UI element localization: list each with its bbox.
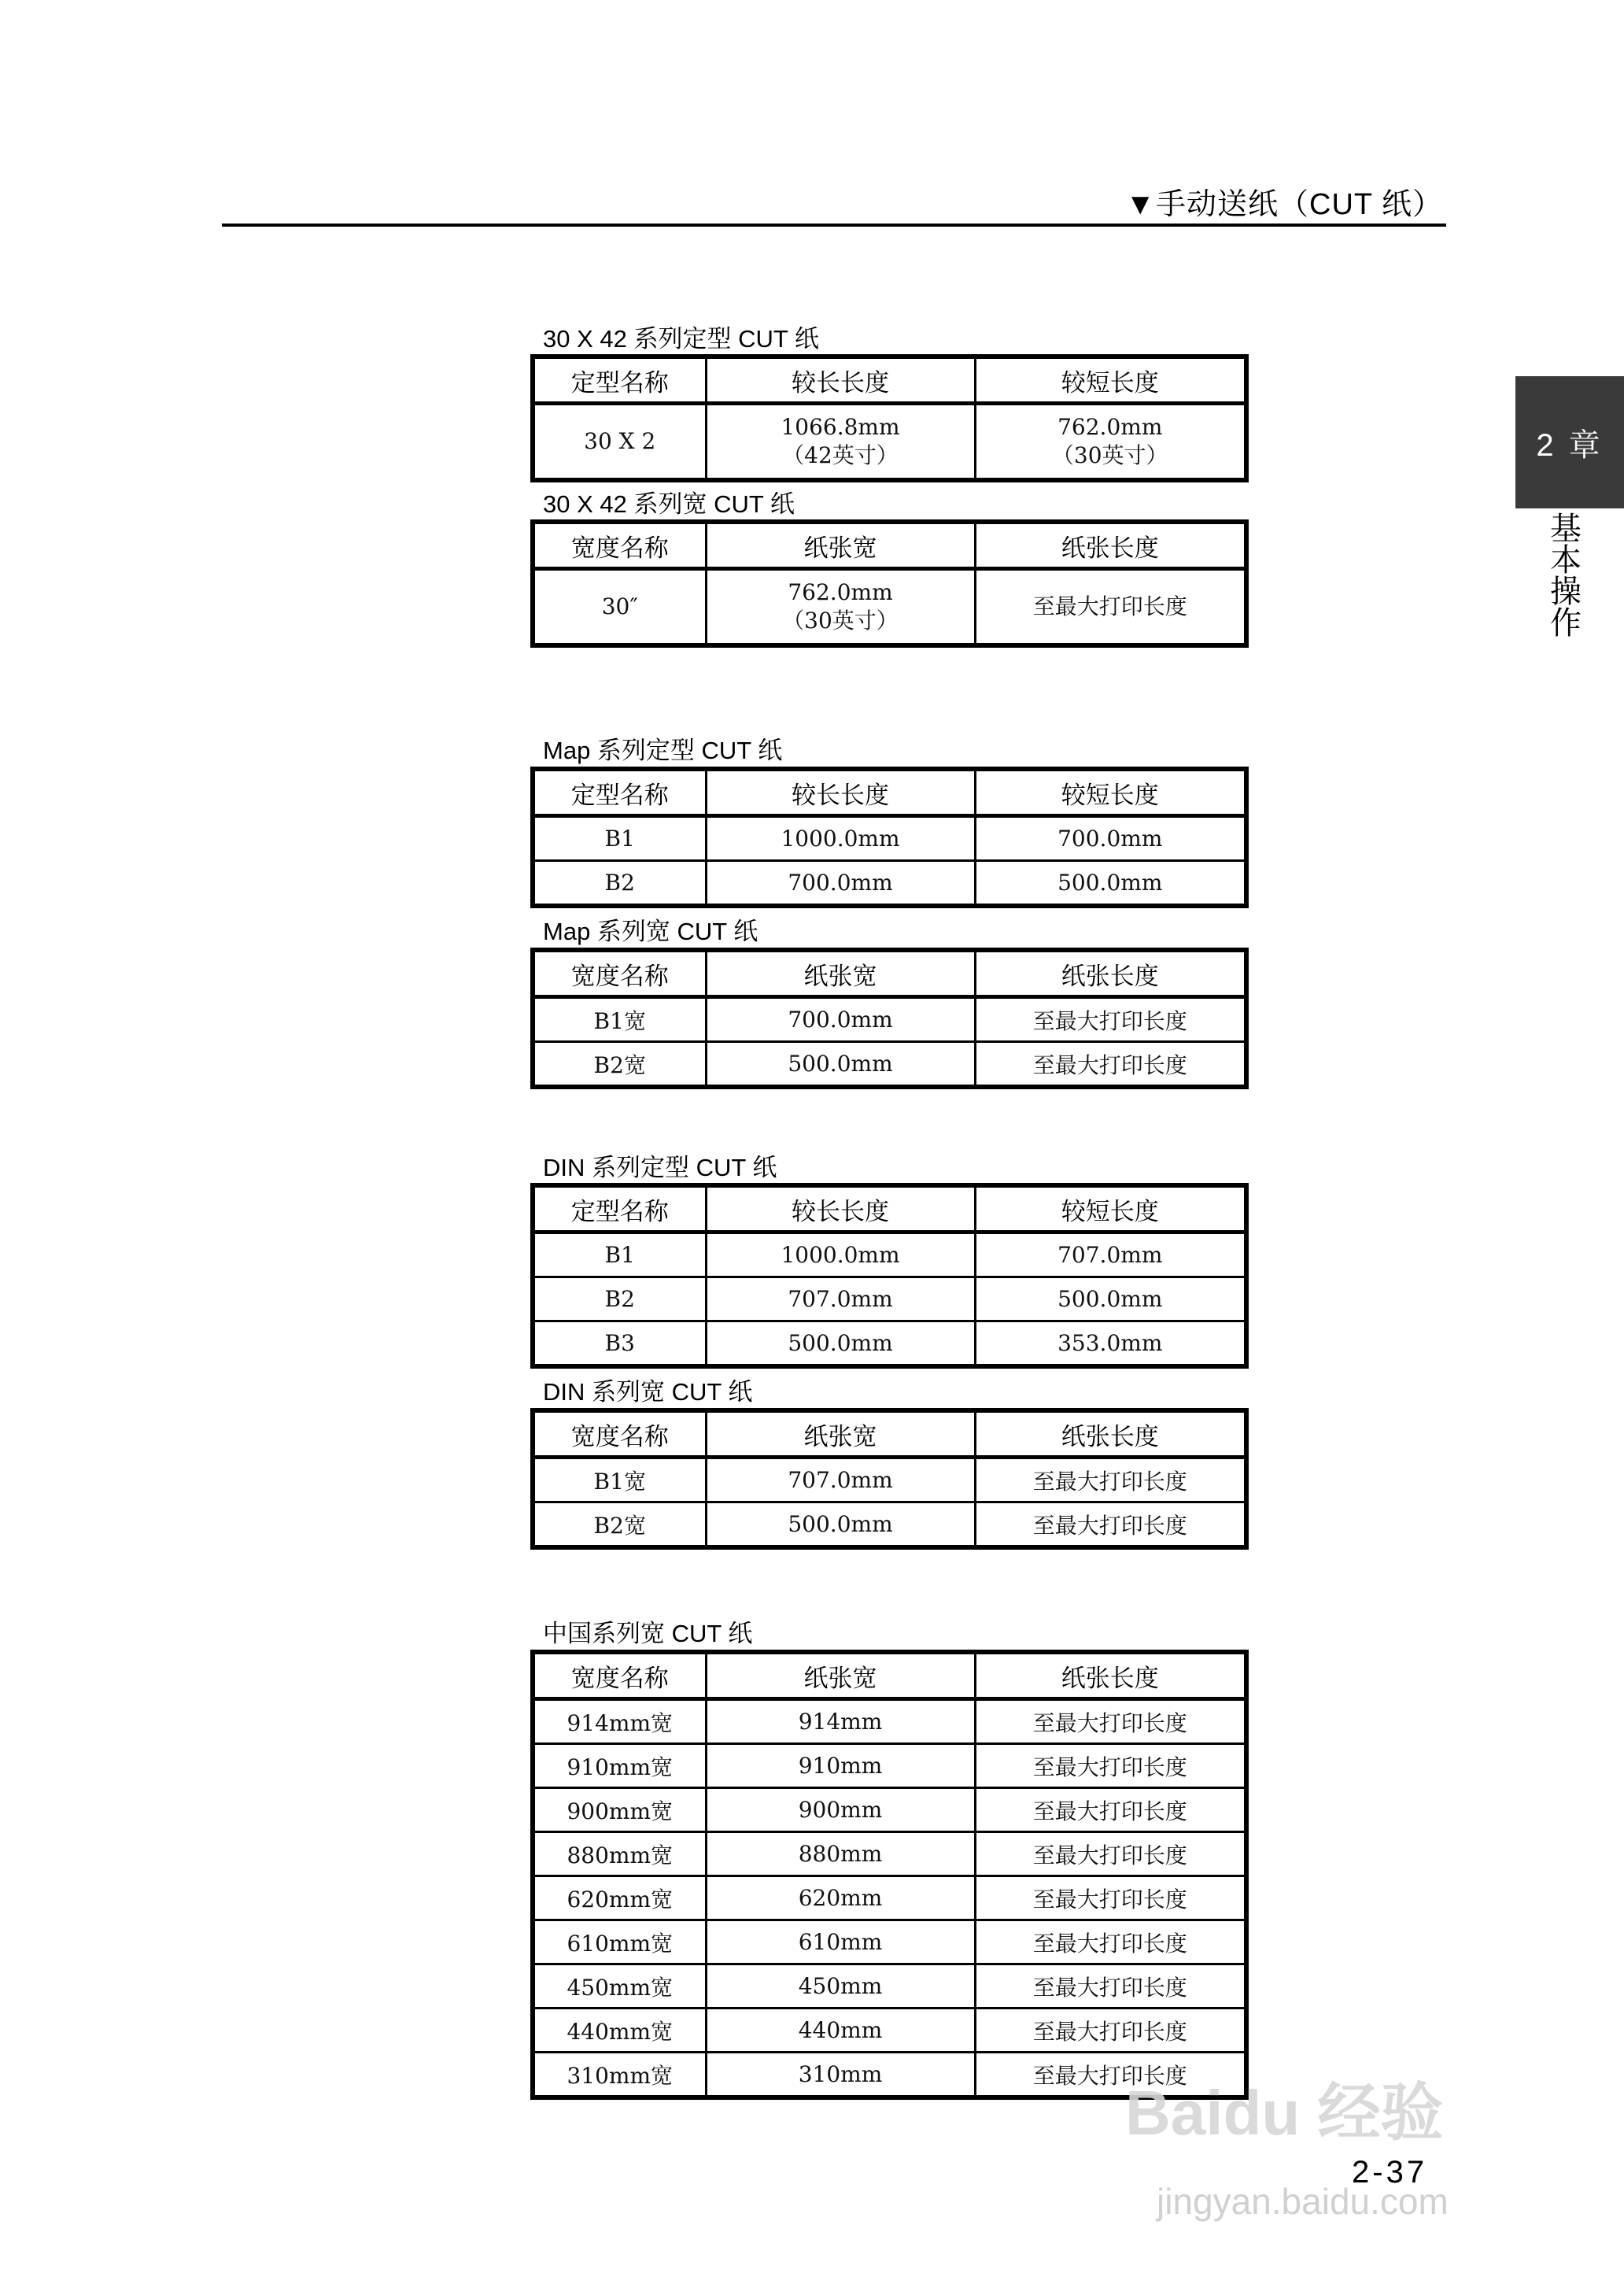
section-header-title: ▼手动送纸（CUT 纸） [1125, 188, 1443, 221]
table-row [533, 1277, 1246, 1321]
cell-line: （30英寸） [1051, 442, 1168, 468]
table-cell: 440mm宽 [533, 2009, 706, 2053]
table-cell: 30″ [533, 569, 706, 646]
column-header: 纸张宽 [706, 522, 975, 569]
table-cell: 620mm [706, 1876, 975, 1920]
table-cell: 至最大打印长度 [975, 1458, 1246, 1502]
table-cell [975, 404, 1246, 481]
table-cell: 310mm宽 [533, 2053, 706, 2098]
column-header: 宽度名称 [533, 1652, 706, 1699]
table-caption: 30 X 42 系列定型 CUT 纸 [543, 325, 819, 353]
spec-table-din-wide [530, 1408, 1249, 1550]
table-row [533, 1042, 1246, 1088]
watermark-url: jingyan.baidu.com [1157, 2181, 1449, 2222]
column-header: 定型名称 [533, 769, 706, 816]
table-cell: 30 X 2 [533, 404, 706, 481]
table-cell: 440mm [706, 2009, 975, 2053]
table-row [533, 1699, 1246, 1744]
table-caption: DIN 系列宽 CUT 纸 [543, 1378, 753, 1406]
column-header: 纸张长度 [975, 1652, 1246, 1699]
table-row [533, 1832, 1246, 1876]
table-cell [706, 404, 975, 481]
table-cell: 914mm [706, 1699, 975, 1744]
table-row [533, 997, 1246, 1042]
column-header: 纸张长度 [975, 950, 1246, 997]
table-cell: 1000.0mm [706, 816, 975, 861]
table-cell: B2 [533, 861, 706, 907]
table-cell: 910mm [706, 1744, 975, 1788]
table-cell: 至最大打印长度 [975, 1832, 1246, 1876]
column-header: 纸张长度 [975, 1410, 1246, 1458]
column-header: 纸张宽 [706, 950, 975, 997]
table-row [533, 1964, 1246, 2009]
table-row [533, 1502, 1246, 1548]
table-cell: 707.0mm [706, 1277, 975, 1321]
table-caption: Map 系列定型 CUT 纸 [543, 737, 783, 764]
column-header: 定型名称 [533, 357, 706, 404]
table-cell: 至最大打印长度 [975, 1042, 1246, 1088]
table-cell: 500.0mm [975, 861, 1246, 907]
table-cell: 700.0mm [706, 861, 975, 907]
column-header: 宽度名称 [533, 1410, 706, 1458]
cell-line: （42英寸） [782, 442, 899, 468]
table-row [533, 1458, 1246, 1502]
column-header: 纸张长度 [975, 522, 1246, 569]
baidu-watermark: Baidu 经验 [1125, 2078, 1444, 2148]
table-cell: 700.0mm [975, 816, 1246, 861]
table-cell: B2 [533, 1277, 706, 1321]
spec-table-30x42-wide [530, 519, 1249, 648]
table-cell: B1 [533, 816, 706, 861]
table-cell: 707.0mm [706, 1458, 975, 1502]
table-cell: 450mm [706, 1964, 975, 2009]
column-header: 较长长度 [706, 769, 975, 816]
spec-table-map-fixed [530, 767, 1249, 908]
column-header: 宽度名称 [533, 522, 706, 569]
table-caption: DIN 系列定型 CUT 纸 [543, 1154, 777, 1181]
table-cell: 至最大打印长度 [975, 1744, 1246, 1788]
column-header: 纸张宽 [706, 1410, 975, 1458]
spec-table-china-wide [530, 1650, 1249, 2100]
table-cell: 500.0mm [975, 1277, 1246, 1321]
cell-line: 762.0mm [1057, 414, 1163, 440]
table-cell: 610mm [706, 1920, 975, 1964]
table-cell: 1000.0mm [706, 1232, 975, 1277]
column-header: 较长长度 [706, 1185, 975, 1232]
table-cell: 900mm宽 [533, 1788, 706, 1832]
column-header: 较短长度 [975, 357, 1246, 404]
table-cell: 至最大打印长度 [975, 569, 1246, 646]
table-row [533, 1232, 1246, 1277]
spec-table-map-wide [530, 948, 1249, 1089]
table-cell: 910mm宽 [533, 1744, 706, 1788]
table-row [533, 404, 1246, 481]
table-cell: 500.0mm [706, 1321, 975, 1367]
table-row [533, 816, 1246, 861]
table-cell: 353.0mm [975, 1321, 1246, 1367]
table-row [533, 569, 1246, 646]
cell-line: （30英寸） [782, 608, 899, 634]
table-cell: 900mm [706, 1788, 975, 1832]
table-cell: 至最大打印长度 [975, 1876, 1246, 1920]
column-header: 较短长度 [975, 1185, 1246, 1232]
table-caption: 中国系列宽 CUT 纸 [543, 1620, 753, 1647]
cell-line: 762.0mm [788, 579, 893, 605]
table-caption: 30 X 42 系列宽 CUT 纸 [543, 490, 795, 518]
column-header: 定型名称 [533, 1185, 706, 1232]
table-caption: Map 系列宽 CUT 纸 [543, 918, 758, 945]
table-cell [706, 569, 975, 646]
table-cell: 至最大打印长度 [975, 1920, 1246, 1964]
spec-table-30x42-fixed [530, 354, 1249, 482]
column-header: 纸张宽 [706, 1652, 975, 1699]
table-row [533, 2009, 1246, 2053]
table-cell: 620mm宽 [533, 1876, 706, 1920]
spec-table-din-fixed [530, 1183, 1249, 1369]
table-cell: 至最大打印长度 [975, 997, 1246, 1042]
chapter-side-title: 基本操作 [1550, 511, 1582, 641]
table-cell: 500.0mm [706, 1042, 975, 1088]
table-cell: B1宽 [533, 997, 706, 1042]
cell-line: 1066.8mm [781, 414, 900, 440]
table-cell: 至最大打印长度 [975, 1964, 1246, 2009]
table-cell: B1宽 [533, 1458, 706, 1502]
table-cell: B2宽 [533, 1042, 706, 1088]
table-cell: 至最大打印长度 [975, 2009, 1246, 2053]
table-cell: 至最大打印长度 [975, 1502, 1246, 1548]
table-row [533, 1788, 1246, 1832]
table-row [533, 1321, 1246, 1367]
header-rule [222, 224, 1446, 227]
table-cell: B3 [533, 1321, 706, 1367]
table-cell: B2宽 [533, 1502, 706, 1548]
table-cell: 450mm宽 [533, 1964, 706, 2009]
table-row [533, 1920, 1246, 1964]
page-number: 2-37 [1352, 2155, 1428, 2190]
column-header: 较长长度 [706, 357, 975, 404]
table-cell: B1 [533, 1232, 706, 1277]
table-row [533, 1744, 1246, 1788]
table-cell: 至最大打印长度 [975, 2053, 1246, 2098]
chapter-tab: 2 章 [1515, 376, 1624, 508]
table-cell: 610mm宽 [533, 1920, 706, 1964]
table-cell: 至最大打印长度 [975, 1788, 1246, 1832]
table-cell: 880mm [706, 1832, 975, 1876]
table-cell: 914mm宽 [533, 1699, 706, 1744]
table-cell: 707.0mm [975, 1232, 1246, 1277]
column-header: 宽度名称 [533, 950, 706, 997]
table-cell: 310mm [706, 2053, 975, 2098]
table-row [533, 861, 1246, 907]
table-cell: 至最大打印长度 [975, 1699, 1246, 1744]
table-cell: 500.0mm [706, 1502, 975, 1548]
table-row [533, 1876, 1246, 1920]
column-header: 较短长度 [975, 769, 1246, 816]
table-cell: 880mm宽 [533, 1832, 706, 1876]
table-cell: 700.0mm [706, 997, 975, 1042]
